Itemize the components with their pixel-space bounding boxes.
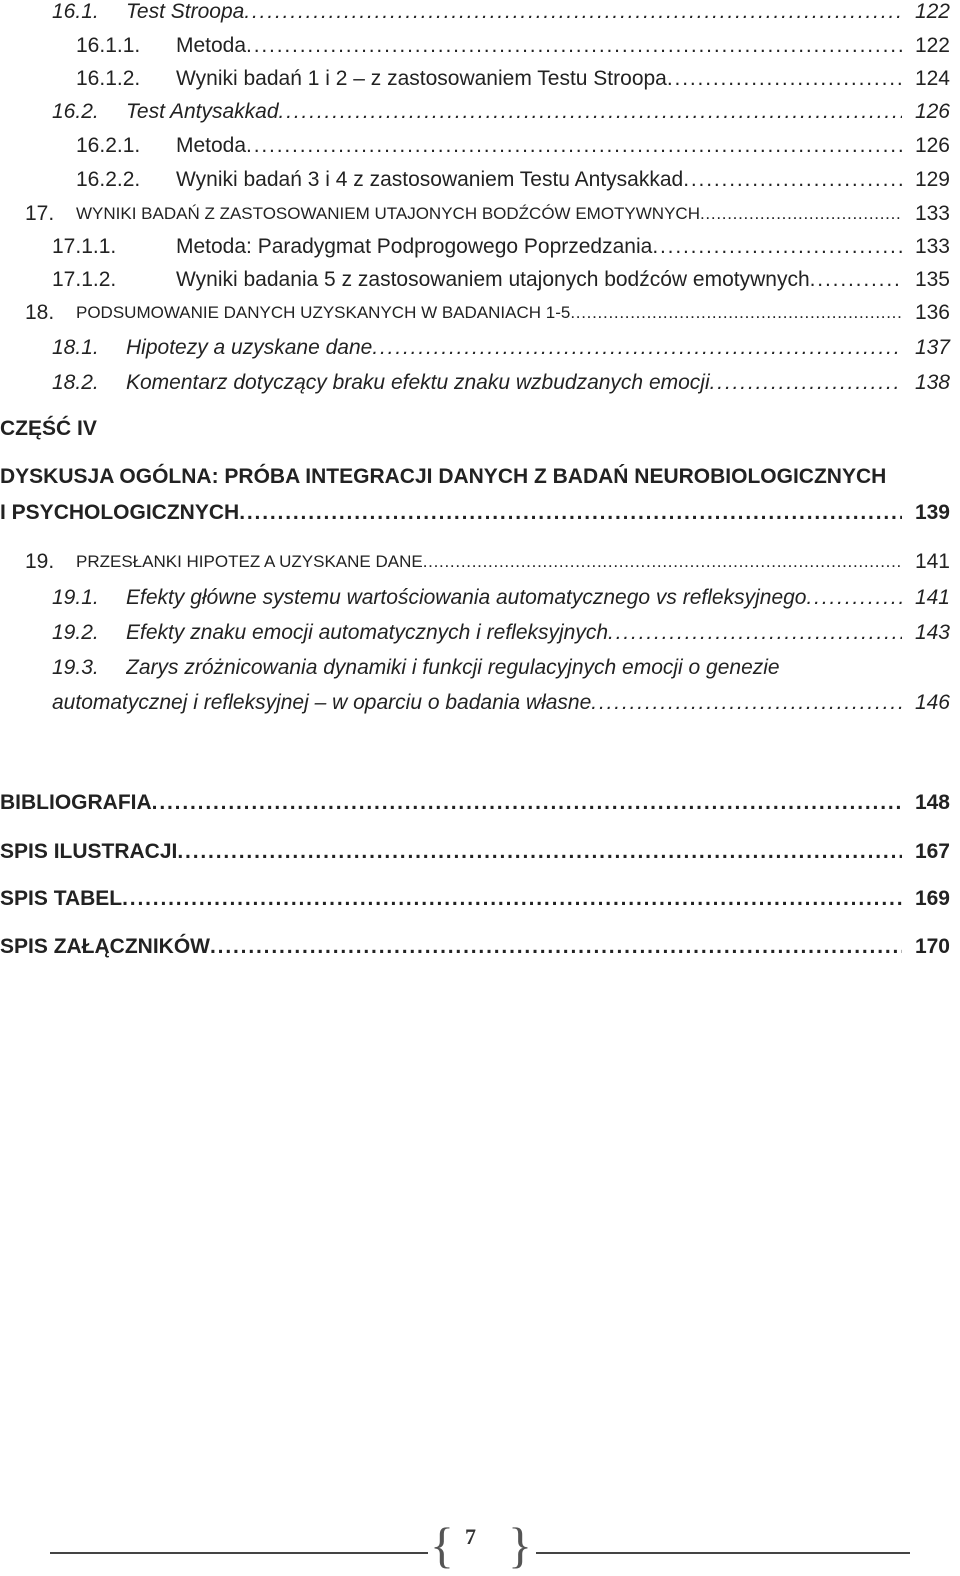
leader-dots xyxy=(652,232,902,262)
leader-dots xyxy=(807,583,903,613)
toc-entry-title: Zarys zróżnicowania dynamiki i funkcji regulacyjnych emocji o genezie xyxy=(126,656,780,679)
leader-dots xyxy=(372,333,902,363)
toc-entry-page: 170 xyxy=(914,935,950,958)
toc-entry-page: 137 xyxy=(914,336,950,359)
toc-entry-page: 143 xyxy=(914,621,950,644)
toc-entry-title: Komentarz dotyczący braku efektu znaku wzbudzanych emocji . . . xyxy=(126,368,902,398)
toc-entry-spis-tabel[interactable] xyxy=(0,884,960,914)
toc-entry-number: 16.2.2. xyxy=(76,168,141,191)
toc-entry-17[interactable] xyxy=(0,199,960,229)
toc-entry-spis-ilustracji[interactable] xyxy=(0,837,960,867)
toc-entry-number: 16.2. xyxy=(52,100,99,123)
leader-dots xyxy=(667,64,902,94)
leader-dots xyxy=(591,688,902,718)
toc-entry-spis-zalacznikow[interactable] xyxy=(0,932,960,962)
toc-entry-19-3-cont[interactable] xyxy=(0,688,960,718)
toc-entry-title: PODSUMOWANIE DANYCH UZYSKANYCH W BADANIACH 1-5 . . . xyxy=(76,298,902,328)
footer-rule-left xyxy=(50,1552,428,1554)
toc-entry-page: 126 xyxy=(914,134,950,157)
toc-entry-page: 146 xyxy=(914,691,950,714)
toc-entry-number: 19.2. xyxy=(52,621,99,644)
toc-entry-title: automatycznej i refleksyjnej – w oparciu o badania własne . . . xyxy=(52,688,902,718)
toc-entry-page: 136 xyxy=(914,301,950,324)
toc-entry-number: 18.2. xyxy=(52,371,99,394)
toc-entry-title: SPIS ZAŁĄCZNIKÓW . . . xyxy=(0,932,902,962)
page-number: 7 xyxy=(465,1524,476,1549)
footer-rule-right xyxy=(536,1552,910,1554)
toc-entry-page: 141 xyxy=(914,550,950,573)
toc-entry-title: Test Antysakkad . . . xyxy=(126,97,902,127)
toc-entry-number: 19.1. xyxy=(52,586,99,609)
leader-dots xyxy=(570,298,902,328)
toc-entry-page: 139 xyxy=(914,501,950,524)
leader-dots xyxy=(152,788,902,818)
toc-entry-title: Metoda . . . xyxy=(176,131,902,161)
toc-entry-title: Efekty główne systemu wartościowania automatycznego vs refleksyjnego . . . xyxy=(126,583,902,613)
toc-entry-number: 19.3. xyxy=(52,656,99,679)
toc-entry-title: Efekty znaku emocji automatycznych i refleksyjnych . . . xyxy=(126,618,902,648)
leader-dots xyxy=(122,884,902,914)
toc-entry-16-2-2[interactable] xyxy=(0,165,960,195)
left-brace-icon: { xyxy=(430,1517,454,1573)
toc-entry-18[interactable] xyxy=(0,298,960,328)
toc-entry-number: 16.2.1. xyxy=(76,134,141,157)
leader-dots xyxy=(608,618,902,648)
leader-dots xyxy=(700,199,902,229)
toc-entry-number: 17.1.2. xyxy=(52,268,117,291)
toc-entry-number: 17.1.1. xyxy=(52,235,117,258)
leader-dots xyxy=(810,265,902,295)
toc-entry-19-1[interactable] xyxy=(0,583,960,613)
toc-entry-page: 135 xyxy=(914,268,950,291)
toc-entry-page: 124 xyxy=(914,67,950,90)
toc-entry-16-1-2[interactable] xyxy=(0,64,960,94)
toc-entry-title: Wyniki badań 1 i 2 – z zastosowaniem Testu Stroopa . . . xyxy=(176,64,902,94)
toc-entry-19-2[interactable] xyxy=(0,618,960,648)
toc-entry-title: Wyniki badania 5 z zastosowaniem utajonych bodźców emotywnych . . . xyxy=(176,265,902,295)
toc-entry-title: WYNIKI BADAŃ Z ZASTOSOWANIEM UTAJONYCH BODŹCÓW EMOTYWNYCH . . . xyxy=(76,199,902,229)
toc-entry-title: Wyniki badań 3 i 4 z zastosowaniem Testu Antysakkad . . . xyxy=(176,165,902,195)
toc-entry-18-2[interactable] xyxy=(0,368,960,398)
toc-entry-bibliografia[interactable] xyxy=(0,788,960,818)
leader-dots xyxy=(246,31,902,61)
leader-dots xyxy=(710,368,902,398)
toc-entry-16-2[interactable] xyxy=(0,97,960,127)
toc-entry-number: 16.1.2. xyxy=(76,67,141,90)
part-label: CZĘŚĆ IV xyxy=(0,417,97,440)
toc-entry-19-3[interactable] xyxy=(0,653,960,683)
toc-entry-17-1-2[interactable] xyxy=(0,265,960,295)
toc-entry-page: 169 xyxy=(914,887,950,910)
toc-entry-18-1[interactable] xyxy=(0,333,960,363)
right-brace-icon: } xyxy=(508,1517,532,1573)
toc-entry-title: Test Stroopa . . . xyxy=(126,0,902,27)
toc-entry-page: 122 xyxy=(914,0,950,23)
toc-entry-title: I PSYCHOLOGICZNYCH . . . xyxy=(0,498,902,528)
toc-entry-page: 167 xyxy=(914,840,950,863)
toc-entry-title: SPIS TABEL . . . xyxy=(0,884,902,914)
toc-entry-number: 18.1. xyxy=(52,336,99,359)
toc-entry-19[interactable] xyxy=(0,547,960,577)
toc-entry-number: 17. xyxy=(25,202,55,225)
leader-dots xyxy=(246,131,902,161)
leader-dots xyxy=(244,0,902,27)
toc-entry-title: BIBLIOGRAFIA . . . xyxy=(0,788,902,818)
toc-entry-title: PRZESŁANKI HIPOTEZ A UZYSKANE DANE . . . xyxy=(76,547,902,577)
toc-entry-title: SPIS ILUSTRACJI . . . xyxy=(0,837,902,867)
toc-entry-16-1[interactable] xyxy=(0,0,960,27)
toc-entry-part-iv[interactable] xyxy=(0,498,960,528)
toc-entry-number: 19. xyxy=(25,550,55,573)
leader-dots xyxy=(279,97,902,127)
toc-entry-16-1-1[interactable] xyxy=(0,31,960,61)
toc-entry-page: 129 xyxy=(914,168,950,191)
toc-entry-number: 16.1.1. xyxy=(76,34,141,57)
toc-entry-title: Hipotezy a uzyskane dane . . . xyxy=(126,333,902,363)
leader-dots xyxy=(177,837,902,867)
toc-entry-page: 141 xyxy=(914,586,950,609)
leader-dots xyxy=(423,547,902,577)
toc-entry-title: Metoda: Paradygmat Podprogowego Poprzedzania . . . xyxy=(176,232,902,262)
toc-entry-page: 148 xyxy=(914,791,950,814)
toc-entry-page: 122 xyxy=(914,34,950,57)
toc-entry-page: 126 xyxy=(914,100,950,123)
toc-entry-number: 18. xyxy=(25,301,55,324)
leader-dots xyxy=(239,498,902,528)
toc-entry-page: 133 xyxy=(914,202,950,225)
toc-entry-number: 16.1. xyxy=(52,0,99,23)
leader-dots xyxy=(210,932,902,962)
toc-entry-title: Metoda . . . xyxy=(176,31,902,61)
toc-entry-16-2-1[interactable] xyxy=(0,131,960,161)
part-title-line1: DYSKUSJA OGÓLNA: PRÓBA INTEGRACJI DANYCH Z BADAŃ NEUROBIOLOGICZNYCH xyxy=(0,465,887,488)
leader-dots xyxy=(683,165,902,195)
toc-entry-17-1-1[interactable] xyxy=(0,232,960,262)
toc-entry-page: 133 xyxy=(914,235,950,258)
toc-entry-page: 138 xyxy=(914,371,950,394)
